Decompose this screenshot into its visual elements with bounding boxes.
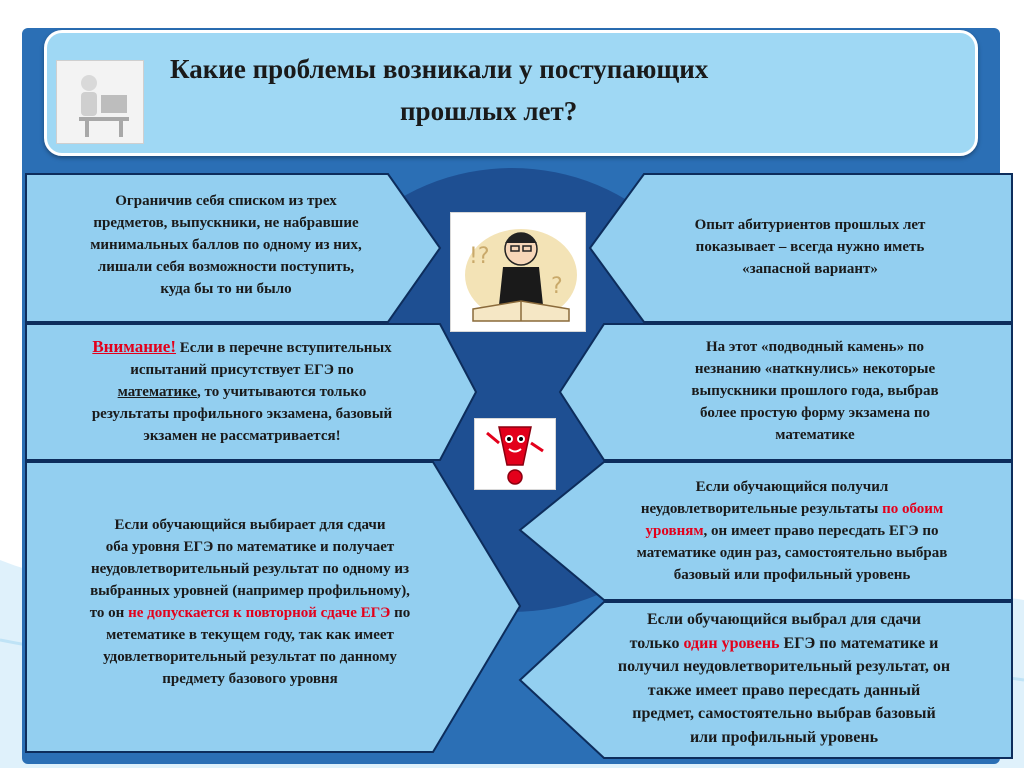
text-fragment: неудовлетворительные результаты	[640, 501, 883, 517]
text-line: математике	[775, 427, 855, 443]
text-line: также имеет право пересдать данный	[647, 681, 921, 699]
text-fragment: ЕГЭ по математике и	[779, 634, 939, 652]
text-line: получил неудовлетворительный результат, он	[617, 658, 951, 675]
text-line: или профильный уровень	[689, 728, 879, 746]
text-line: предмет, самостоятельно выбрав базовый	[632, 705, 936, 722]
text-line: базовый или профильный уровень	[673, 567, 911, 583]
text-line: удовлетворительный результат по данному	[103, 649, 397, 665]
text-line: метематике в текущем году, так как имеет	[106, 627, 394, 643]
text-fragment: , то учитываются только	[197, 384, 367, 400]
text-line: выпускники прошлого года, выбрав	[691, 383, 939, 399]
text-line: Если обучающийся выбирает для сдачи	[114, 517, 386, 533]
math-underlined: математике	[117, 384, 198, 400]
red-highlight: по обоим	[882, 501, 944, 517]
thinking-man-image	[450, 212, 586, 332]
right-box-2-text	[620, 336, 1010, 446]
text-fragment: по	[390, 605, 411, 621]
exclamation-mark-image	[474, 418, 556, 490]
left-box-1-text	[40, 190, 412, 300]
text-fragment: то он	[89, 605, 129, 621]
text-line: «запасной вариант»	[742, 261, 878, 277]
text-line: оба уровня ЕГЭ по математике и получает	[105, 539, 395, 555]
text-line: предмету базового уровня	[162, 671, 338, 687]
left-box-2-text	[34, 336, 450, 447]
text-line: более простую форму экзамена по	[700, 405, 930, 421]
right-box-3-text	[572, 476, 1012, 586]
text-line: Опыт абитуриентов прошлых лет	[694, 217, 926, 233]
text-line: куда бы то ни было	[160, 281, 292, 297]
text-line: результаты профильного экзамена, базовый	[91, 406, 393, 422]
text-line: испытаний присутствует ЕГЭ по	[130, 362, 354, 378]
text-line: лишали себя возможности поступить,	[97, 259, 355, 275]
text-line: незнанию «наткнулись» некоторые	[694, 361, 936, 377]
text-fragment: , он имеет право пересдать ЕГЭ по	[703, 523, 939, 539]
title-line-2: прошлых лет?	[400, 96, 578, 126]
left-box-3-text	[30, 514, 470, 690]
text-line: предметов, выпускники, не набравшие	[93, 215, 359, 231]
red-highlight: один уровень	[683, 634, 780, 652]
text-line: Ограничив себя списком из трех	[115, 193, 337, 209]
title-line-1: Какие проблемы возникали у поступающих	[170, 54, 709, 84]
text-line: показывает – всегда нужно иметь	[695, 239, 925, 255]
attention-label: Внимание!	[92, 337, 177, 356]
text-fragment: Если в перечне вступительных	[176, 340, 392, 356]
svg-text:!?: !?	[469, 244, 490, 269]
text-line: неудовлетворительный результат по одному из	[90, 561, 410, 577]
red-highlight: не допускается к повторной сдаче ЕГЭ	[128, 605, 391, 621]
red-highlight: уровням	[645, 523, 704, 539]
text-line: математике один раз, самостоятельно выбрав	[636, 545, 948, 561]
text-line: экзамен не рассматривается!	[143, 428, 341, 444]
svg-text:?: ?	[551, 274, 563, 299]
text-line: На этот «подводный камень» по	[706, 339, 924, 355]
text-line: минимальных баллов по одному из них,	[90, 237, 362, 253]
text-line: Если обучающийся получил	[695, 479, 889, 495]
text-line: выбранных уровней (например профильному),	[90, 583, 410, 599]
right-box-1-text	[610, 214, 1010, 280]
text-line: Если обучающийся выбрал для сдачи	[647, 611, 921, 628]
text-fragment: только	[629, 634, 684, 652]
right-box-4-text	[556, 608, 1012, 749]
